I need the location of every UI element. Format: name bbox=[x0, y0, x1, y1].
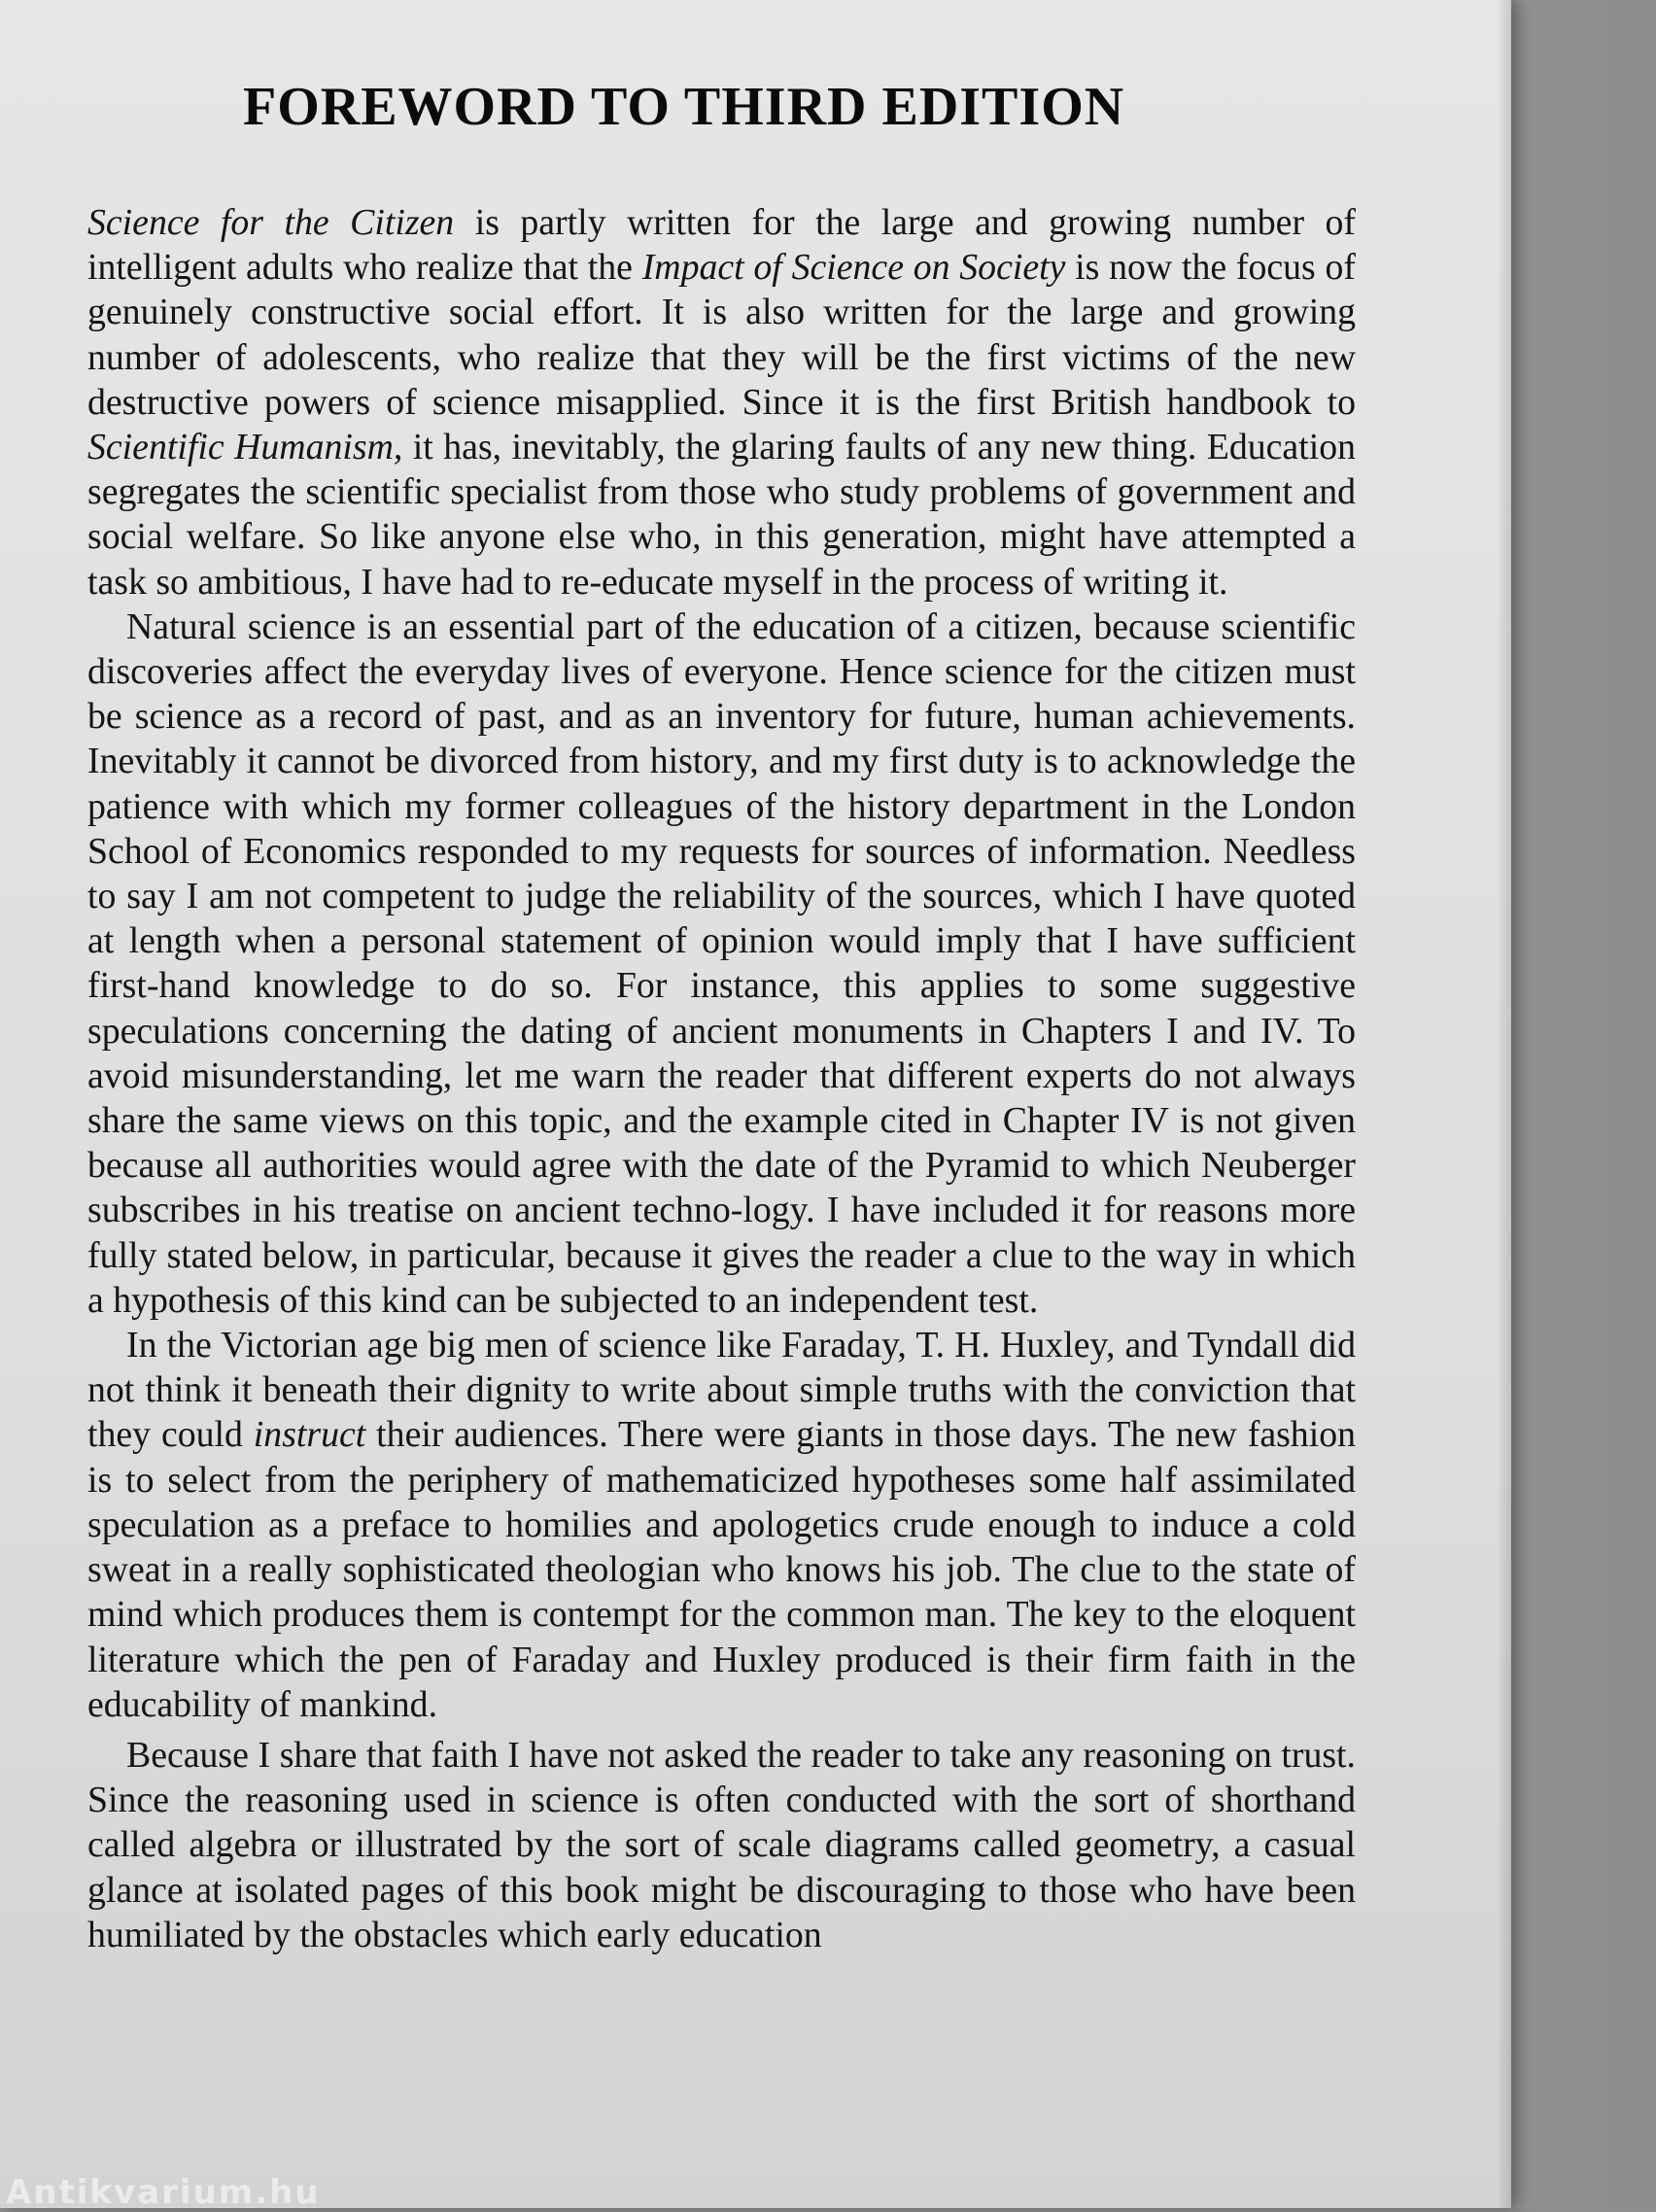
italic-text: Science for the Citizen bbox=[87, 202, 455, 243]
page-edge-shadow bbox=[1497, 0, 1511, 2208]
italic-text: Impact of Science on Society bbox=[641, 247, 1066, 289]
text-run: is now the focus of genuinely constructive social effort. It is also written for the large and growing number of adolescents, who realize that they will be the first victims of the new destructive powers of science misapplied. Since it is the first British handbook to bbox=[87, 247, 1357, 423]
text-run: In the Victorian age big men of science like Faraday, T. H. Huxley, and Tyndall did not think it beneath their dignity to write about simple truths with the conviction that they could bbox=[87, 1325, 1356, 1456]
paragraph bbox=[87, 1323, 1356, 1727]
italic-text: Scientific Humanism, bbox=[87, 427, 403, 468]
text-run: Natural science is an essential part of the education of a citizen, because scientific discoveries affect the everyday lives of everyone. Hence science for the citizen must be science as a record of past, and as an inventory for future, human achievements. Inevitably it cannot be divorced from history, and my first duty is to acknowledge the patience with which my former colleagues of the history department in the London School of Economics responded to my requests for sources of information. Needless to say I am not competent to judge the reliability of the sources, which I have quoted at length when a personal statement of opinion would imply that I have sufficient first-hand knowledge to do so. For instance, this applies to some suggestive speculations concerning the dating of ancient monuments in Chapters I and IV. To avoid misunderstanding, let me warn the reader that different experts do not always share the same views on this topic, and the example cited in Chapter IV is not given because all authorities would agree with the date of the Pyramid to which Neuberger subscribes in his treatise on ancient techno-logy. I have included it for reasons more fully stated below, in particular, because it gives the reader a clue to the way in which a hypothesis of this kind can be subjected to an independent test. bbox=[87, 605, 1356, 1321]
paragraph bbox=[87, 1733, 1356, 1957]
text-run: it has, inevitably, the glaring faults of any new thing. Education segregates the scientific specialist from those who study problems of government and social welfare. So like anyone else who, in this generation, might have attempted a task so ambitious, I have had to re-educate myself in the process of writing it. bbox=[87, 427, 1356, 603]
text-run: Because I share that faith I have not asked the reader to take any reasoning on trust. Since the reasoning used in science is often conducted with the sort of shorthand called algebra or illustrated by the sort of scale diagrams called geometry, a casual glance at isolated pages of this book might be discouraging to those who have been humiliated by the obstacles which early education bbox=[87, 1734, 1356, 1955]
watermark-text: Antikvarium.hu bbox=[6, 2173, 321, 2212]
page-title: FOREWORD TO THIRD EDITION bbox=[243, 77, 1125, 137]
paragraph bbox=[87, 200, 1356, 605]
foreword-body bbox=[87, 200, 1356, 1957]
text-run: is partly written for the large and growing number of intelligent adults who realize that the bbox=[87, 202, 1356, 289]
paragraph bbox=[87, 605, 1356, 1323]
text-run: their audiences. There were giants in those days. The new fashion is to select from the periphery of mathematicized hypotheses some half assimilated speculation as a preface to homilies and apologetics crude enough to induce a cold sweat in a really sophisticated theologian who knows his job. The clue to the state of mind which produces them is contempt for the common man. The key to the eloquent literature which the pen of Faraday and Huxley produced is their firm faith in the educability of mankind. bbox=[87, 1414, 1356, 1725]
italic-text: instruct bbox=[253, 1414, 366, 1456]
